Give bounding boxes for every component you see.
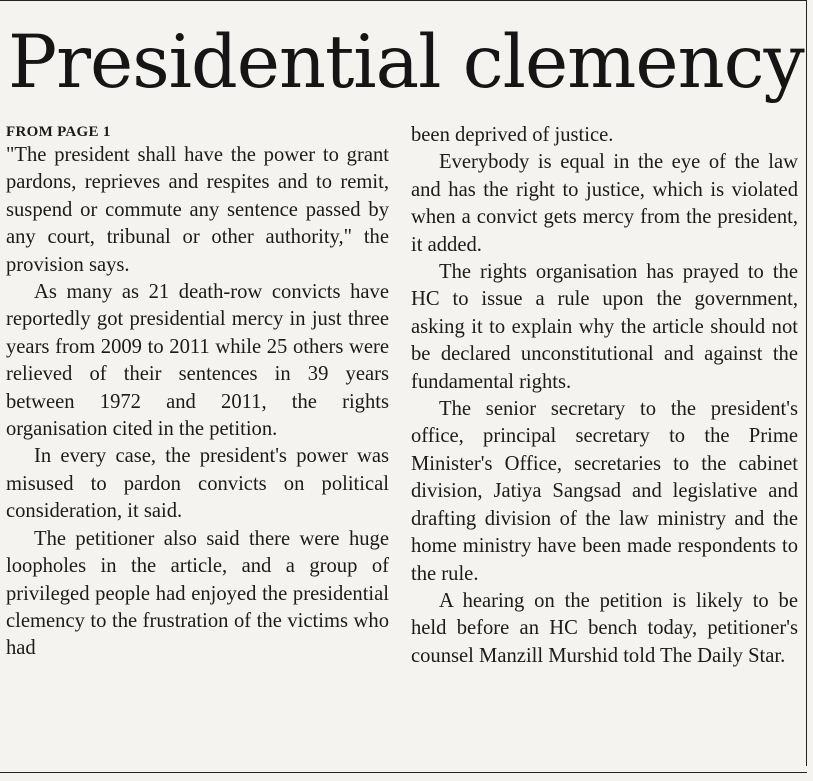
paragraph: As many as 21 death-row convicts have reportedly got presidential mercy in just three years from 2009 to 2011 while 25 others were relieved of their sentences in 39 years between 1972 and 2011, the rights organisation cited in the petition. — [6, 281, 389, 441]
paragraph: In every case, the president's power was misused to pardon convicts on political consideration, it said. — [6, 445, 389, 523]
paragraph: The senior secretary to the president's office, principal secretary to the Prime Minister's Office, secretaries to the cabinet division, Jatiya Sangsad and legislative and drafting division of the law ministry and the home ministry have been made respondents to the rule. — [411, 398, 798, 585]
right-rule — [806, 0, 807, 766]
paragraph: A hearing on the petition is likely to be held before an HC bench today, petitioner's counsel Manzill Murshid told The Daily Star. — [411, 589, 798, 667]
left-column — [6, 122, 389, 663]
headline: Presidential clemency — [8, 20, 804, 105]
paragraph: Everybody is equal in the eye of the law and has the right to justice, which is violated when a convict gets mercy from the president, it added. — [411, 151, 798, 256]
kicker-from-page: FROM PAGE 1 — [6, 124, 111, 140]
paragraph: "The president shall have the power to grant pardons, reprieves and respites and to remit, suspend or commute any sentence passed by any court, tribunal or other authority," the provision says. — [6, 144, 389, 276]
top-rule — [0, 0, 807, 1]
bottom-rule — [0, 772, 807, 773]
paragraph: been deprived of justice. — [411, 124, 614, 146]
right-column — [411, 122, 798, 670]
paragraph: The petitioner also said there were huge loopholes in the article, and a group of privileged people had enjoyed the presidential clemency to the frustration of the victims who had — [6, 527, 389, 660]
paragraph: The rights organisation has prayed to the HC to issue a rule upon the government, asking it to explain why the article should not be declared unconstitutional and against the fundamental rights. — [411, 261, 798, 393]
